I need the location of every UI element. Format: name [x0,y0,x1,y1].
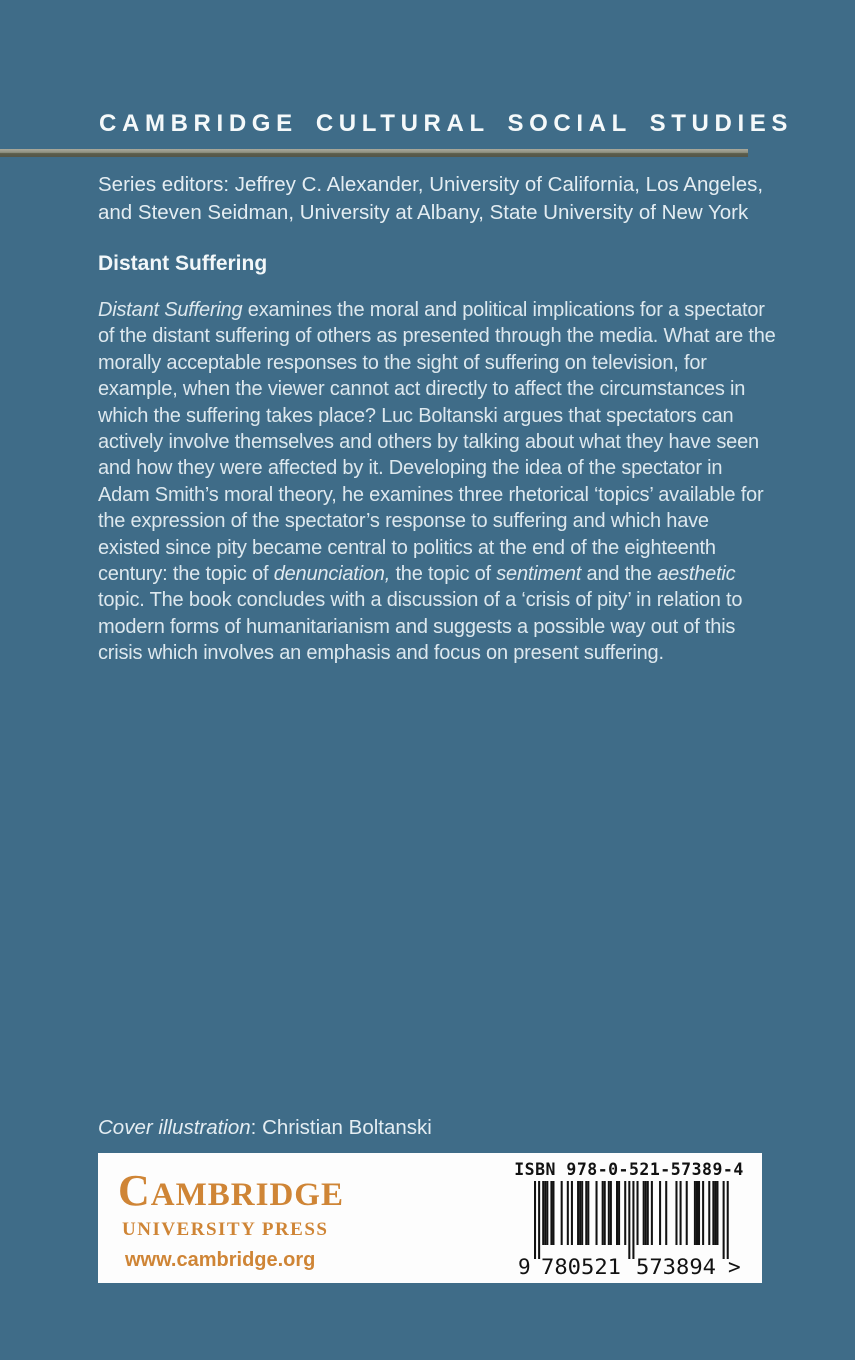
series-editors [98,171,763,226]
svg-text:>: > [728,1255,741,1279]
series-editors-line2: and Steven Seidman, University at Albany, State University of New York [98,200,749,224]
cover-illustration-credit [98,1116,432,1140]
divider-rule [0,149,748,157]
publisher-subtitle: UNIVERSITY PRESS [122,1219,329,1240]
isbn-block [514,1160,744,1281]
publisher-website: www.cambridge.org [125,1249,316,1271]
series-editors-line1: Series editors: Jeffrey C. Alexander, University of California, Los Angeles, [98,173,764,196]
isbn-label: ISBN 978-0-521-57389-4 [514,1160,744,1179]
svg-text:573894: 573894 [636,1255,716,1279]
publisher-name-initial: C [118,1166,151,1215]
book-description: Distant Suffering examines the moral and political implications for a spectator of the distant suffering of others as presented through the media. What are the morally acceptable responses to the sight of suffering on television, for example, when the viewer cannot act directly to affect the circumstances in which the suffering takes place? Luc Boltanski argues that spectators can actively involve themselves and others by talking about what they have seen and how they were affected by it. Developing the idea of the spectator in Adam Smith’s moral theory, he examines three rhetorical ‘topics’ available for the expression of the spectator’s response to suffering and which have existed since pity became central to politics at the end of the eighteenth century: the topic of denunciation, the topic of sentiment and the aesthetic topic. The book concludes with a discussion of a ‘crisis of pity’ in relation to modern forms of humanitarianism and suggests a possible way out of this crisis which involves an emphasis and focus on present suffering. [98,299,776,665]
book-title: Distant Suffering [98,252,268,275]
publisher-name [118,1166,344,1221]
cambridge-university-press-logo [118,1166,344,1272]
series-title: CAMBRIDGE CULTURAL SOCIAL STUDIES [99,110,794,137]
publisher-name-rest: AMBRIDGE [150,1177,344,1213]
publisher-band [98,1153,762,1283]
cover-illustration-name: : Christian Boltanski [250,1116,432,1139]
ean13-barcode [516,1181,742,1281]
svg-text:780521: 780521 [541,1255,621,1279]
cover-illustration-label: Cover illustration [98,1116,251,1139]
svg-text:9: 9 [518,1255,531,1279]
